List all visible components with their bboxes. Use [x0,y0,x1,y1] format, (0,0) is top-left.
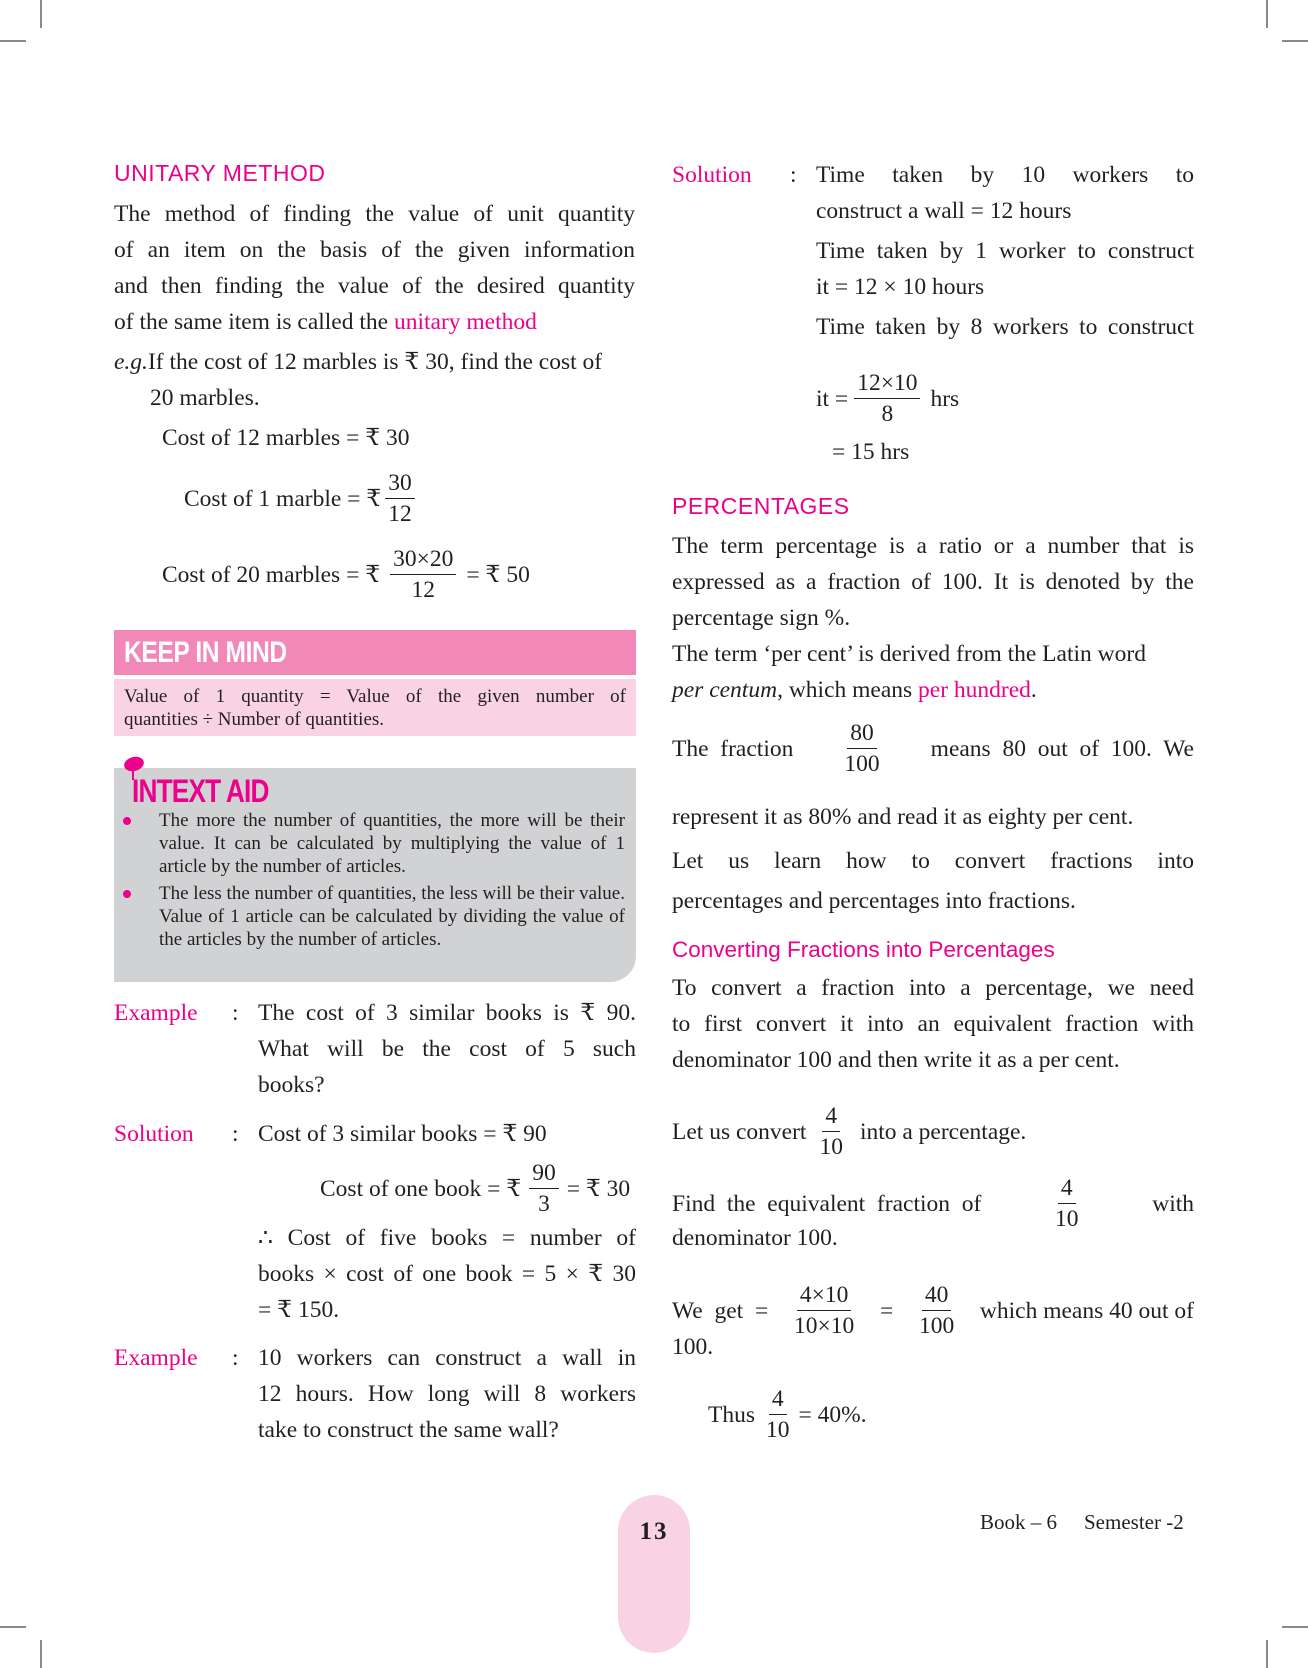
letus-den: 10 [819,1134,843,1160]
unitary-method-definition [114,196,635,340]
sol2-line-2: construct a wall = 12 hours [816,198,1072,224]
keep-in-mind-title-text: KEEP IN MIND [124,636,287,669]
it-suffix: hrs [930,385,960,412]
unitary-last-prefix: of the same item is called the [114,309,389,335]
frac-den: 100 [844,751,880,777]
find-prefix: Find the equivalent fraction of [672,1190,982,1217]
sol2-line-4: it = 12 × 10 hours [816,274,985,300]
crop-mark-bottom-right-h [1282,1626,1308,1628]
sol2-line-3: Time taken by 1 worker to construct [816,238,1194,264]
pct-line-2: expressed as a fraction of 100. It is denoted by the [672,569,1194,595]
sol1-one-prefix: Cost of one book = ₹ [320,1175,522,1202]
solution-1-label: Solution [114,1121,194,1147]
percentages-definition [672,528,1194,708]
ex2-line-2: 12 hours. How long will 8 workers [258,1381,636,1407]
cost20-result: = ₹ 50 [466,561,530,588]
cost1-prefix: Cost of 1 marble = ₹ [184,485,382,512]
thus-num: 4 [769,1384,787,1415]
it-expression [816,368,959,429]
crop-mark-top-right-h [1282,40,1308,42]
weget-suffix: which means 40 out of [979,1297,1194,1324]
example-2-colon: : [232,1345,239,1371]
per-centum: per centum [672,677,778,703]
solution-2-colon: : [790,162,797,188]
eg-label: e.g. [114,349,148,375]
frac-num: 80 [847,718,877,749]
it-den: 8 [881,401,894,427]
per-hundred: per hundred [918,677,1031,703]
conv-line-1: To convert a fraction into a percentage, we need [672,975,1194,1001]
keep-line-1: Value of 1 quantity = Value of the given number of [124,686,626,707]
let-us-convert [672,1101,1026,1162]
crop-mark-top-left-v [40,0,42,28]
we-get [672,1280,1194,1341]
cost1-fraction [385,468,415,529]
find-fraction [1052,1173,1082,1234]
book-label: Book – 6 [980,1510,1058,1534]
sol1-one-result: = ₹ 30 [566,1175,631,1202]
weget-den1: 10×10 [793,1313,855,1339]
semester-label: Semester -2 [1084,1510,1184,1534]
bullet-icon [123,817,131,825]
learn-line-1: Let us learn how to convert fractions into [672,848,1194,874]
sol1-line-b: books × cost of one book = 5 × ₹ 30 [258,1261,636,1287]
example-2-label: Example [114,1345,198,1371]
keep-in-mind-box [114,679,636,736]
find-num: 4 [1058,1173,1076,1204]
learn-line-2: percentages and percentages into fractions. [672,888,1076,914]
cost1-den: 12 [388,501,412,527]
example-1-text [258,995,636,1103]
frac-80-100 [841,718,882,779]
sol1-one-fraction [529,1158,559,1219]
cost1-num: 30 [385,468,415,499]
example-2-text [258,1340,636,1448]
thus-result [708,1384,867,1445]
cost-1-marble [184,468,419,529]
unitary-line-1: The method of finding the value of unit quantity [114,201,635,227]
solution-1-colon: : [232,1121,239,1147]
pct-line-3: percentage sign %. [672,605,851,631]
eg-line-1: If the cost of 12 marbles is ₹ 30, find the cost of [147,349,603,375]
letus-prefix: Let us convert [672,1118,807,1145]
intext-aid-title [132,773,299,810]
result-15-hrs: = 15 hrs [832,439,910,465]
sol2-line-1: Time taken by 10 workers to [816,162,1194,188]
solution-1-conclusion [258,1220,636,1328]
weget-fraction-1 [791,1280,857,1341]
bullet-icon [123,890,131,898]
eg-line-2: 20 marbles. [150,385,260,411]
weget-num2: 40 [922,1280,952,1311]
page-number: 13 [639,1518,669,1545]
converting-heading: Converting Fractions into Percentages [672,937,1055,962]
it-fraction [854,368,920,429]
ex1-line-1: The cost of 3 similar books is ₹ 90. [258,1000,636,1026]
sol2-line-5: Time taken by 8 workers to construct [816,314,1194,340]
learn-text [672,843,1194,919]
pct-line-1: The term percentage is a ratio or a number that is [672,533,1194,559]
ex1-line-3: books? [258,1072,325,1098]
example-1-label: Example [114,1000,198,1026]
crop-mark-top-left-h [0,40,26,42]
it-prefix: it = [816,385,849,412]
unitary-method-heading: UNITARY METHOD [114,160,326,186]
frac-suffix: means 80 out of 100. We [930,735,1194,762]
unitary-term: unitary method [393,309,537,335]
cost20-num: 30×20 [390,544,456,575]
keep-line-2: quantities ÷ Number of quantities. [124,709,385,730]
pct-line-4: The term ‘per cent’ is derived from the Latin word [672,641,1146,667]
converting-text [672,970,1194,1078]
weget-eq: = [879,1297,894,1324]
pct-line-5 [672,672,1194,708]
pct-line-5-mid: , which means [777,677,919,703]
cost-one-book [320,1158,630,1219]
fraction-80-100 [672,718,1194,779]
ex1-line-2: What will be the cost of 5 such [258,1036,636,1062]
pct-line-5-end: . [1030,677,1037,703]
example-1-colon: : [232,1000,239,1026]
cost20-fraction [390,544,456,605]
sol1-one-num: 90 [529,1158,559,1189]
it-num: 12×10 [854,368,920,399]
thus-den: 10 [766,1417,790,1443]
frac-prefix: The fraction [672,735,794,762]
crop-mark-bottom-left-v [40,1640,42,1668]
thus-fraction [763,1384,793,1445]
example-eg [114,344,635,416]
ex2-line-1: 10 workers can construct a wall in [258,1345,636,1371]
weget-line-2: 100. [672,1334,714,1360]
ex2-line-3: take to construct the same wall? [258,1417,559,1443]
solution-2-label: Solution [672,162,752,188]
find-line-2: denominator 100. [672,1225,838,1251]
represent-line: represent it as 80% and read it as eighty per cent. [672,804,1134,830]
solution-2-text [816,157,1194,345]
crop-mark-bottom-right-v [1266,1640,1268,1668]
thus-suffix: = 40%. [798,1401,867,1428]
weget-den2: 100 [918,1313,955,1339]
percentages-heading: PERCENTAGES [672,493,850,519]
keep-in-mind-title [114,630,636,675]
weget-prefix: We get = [672,1297,769,1324]
conv-line-3: denominator 100 and then write it as a per cent. [672,1047,1120,1073]
sol1-line-c: = ₹ 150. [258,1297,340,1323]
unitary-line-3: and then finding the value of the desired quantity [114,273,635,299]
find-suffix: with [1152,1190,1194,1217]
letus-num: 4 [822,1101,840,1132]
letus-suffix: into a percentage. [859,1118,1027,1145]
cost-12-marbles: Cost of 12 marbles = ₹ 30 [162,425,410,451]
find-den: 10 [1055,1206,1079,1232]
sol1-one-den: 3 [538,1191,550,1217]
unitary-line-4 [114,304,635,340]
weget-fraction-2 [916,1280,957,1341]
crop-mark-bottom-left-h [0,1626,26,1628]
intext-aid-title-text: INTEXT AID [132,773,269,809]
cost-20-marbles [162,544,530,605]
aid-bullet-2: The less the number of quantities, the less will be their value. Value of 1 article can be calculated by dividing the value of the articles by the number of articles. [159,883,625,950]
solution-1-line-1: Cost of 3 similar books = ₹ 90 [258,1121,547,1147]
thus-prefix: Thus [708,1401,755,1428]
sol1-line-a: ∴ Cost of five books = number of [258,1225,636,1251]
cost20-prefix: Cost of 20 marbles = ₹ [162,561,381,588]
unitary-line-2: of an item on the basis of the given information [114,237,635,263]
conv-line-2: to first convert it into an equivalent fraction with [672,1011,1194,1037]
weget-num1: 4×10 [797,1280,852,1311]
crop-mark-top-right-v [1266,0,1268,28]
letus-fraction [816,1101,846,1162]
cost20-den: 12 [411,577,436,603]
aid-bullet-1: The more the number of quantities, the more will be their value. It can be calculated by multiplying the value of 1 article by the number of articles. [159,810,625,877]
